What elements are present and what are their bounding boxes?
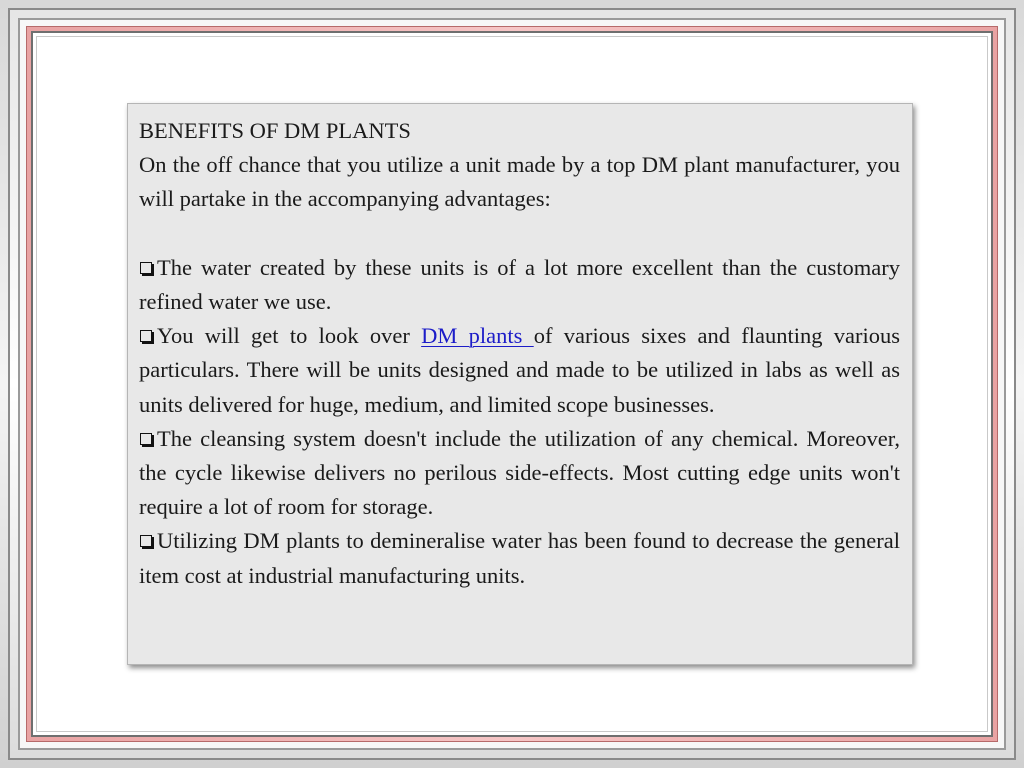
checkbox-icon xyxy=(140,535,152,547)
bullet-text-before-link: You will get to look over xyxy=(157,323,422,349)
bullet-item-4 xyxy=(139,524,900,592)
checkbox-icon xyxy=(140,262,152,274)
intro-paragraph: On the off chance that you utilize a unit made by a top DM plant manufacturer, you will partake in the accompanying advantages: xyxy=(139,152,900,212)
bullet-item-3 xyxy=(139,422,900,525)
bullet-text: The water created by these units is of a lot more excellent than the customary refined water we use. xyxy=(139,254,900,314)
bullet-item-2 xyxy=(139,319,900,422)
checkbox-icon xyxy=(140,330,152,342)
bullet-item-1 xyxy=(139,251,900,319)
blank-line xyxy=(139,217,900,251)
slide-heading: BENEFITS OF DM PLANTS xyxy=(139,118,411,143)
content-box xyxy=(127,103,913,665)
bullet-text: Utilizing DM plants to demineralise water has been found to decrease the general item cost at industrial manufacturing units. xyxy=(139,528,900,588)
bullet-text: The cleansing system doesn't include the utilization of any chemical. Moreover, the cycle likewise delivers no perilous side-effects. Most cutting edge units won't require a lot of room for storage. xyxy=(139,425,900,520)
checkbox-icon xyxy=(140,433,152,445)
dm-plants-link[interactable]: DM plants xyxy=(421,323,534,349)
bullet-text-after-link: of various sixes and flaunting various particulars. There will be units designed and made to be utilized in labs as well as units delivered for huge, medium, and limited scope businesses. xyxy=(139,323,901,417)
